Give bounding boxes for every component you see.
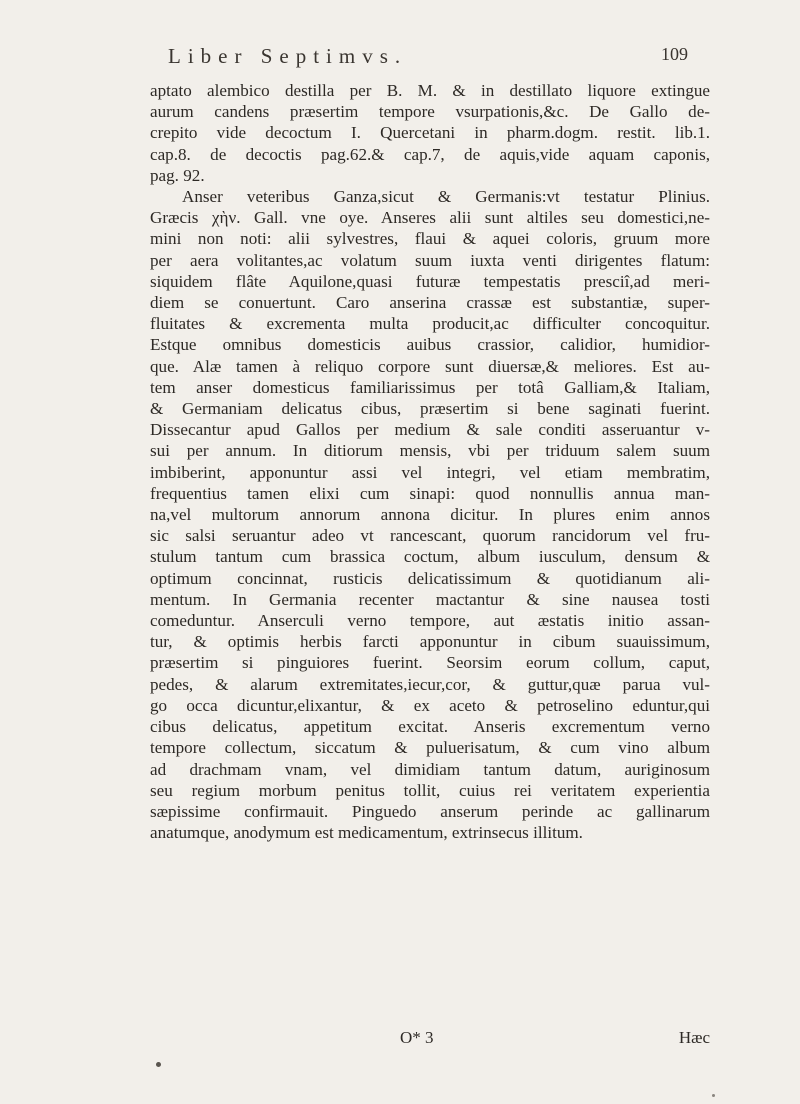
- text-line: tem anser domesticus familiarissimus per totâ Galliam,& Italiam,: [150, 377, 710, 397]
- text-line: sui per annum. In ditiorum mensis, vbi per triduum salem suum: [150, 441, 710, 461]
- ink-spot: [156, 1062, 161, 1067]
- text-line: que. Alæ tamen à reliquo corpore sunt diuersæ,& meliores. Est au-: [150, 356, 710, 376]
- text-line: go occa dicuntur,elixantur, & ex aceto & petroselino eduntur,qui: [150, 695, 710, 715]
- text-line: Anser veteribus Ganza,sicut & Germanis:vt testatur Plinius.: [182, 187, 710, 207]
- text-line: ad drachmam vnam, vel dimidiam tantum datum, auriginosum: [150, 759, 710, 779]
- text-line: Estque omnibus domesticis auibus crassior, calidior, humidior-: [150, 335, 710, 355]
- text-line: anatumque, anodymum est medicamentum, extrinsecus illitum.: [150, 823, 583, 843]
- text-line: sic salsi seruantur adeo vt rancescant, quorum rancidorum vel fru-: [150, 526, 710, 546]
- text-line: optimum concinnat, rusticis delicatissimum & quotidianum ali-: [150, 568, 710, 588]
- page-footer: [150, 1028, 710, 1052]
- text-line: fluitates & excrementa multa producit,ac difficulter concoquitur.: [150, 314, 710, 334]
- ink-spot: [712, 1094, 715, 1097]
- text-line: siquidem flâte Aquilone,quasi futuræ tempestatis presciî,ad meri-: [150, 271, 710, 291]
- text-line: aurum candens præsertim tempore vsurpationis,&c. De Gallo de-: [150, 102, 710, 122]
- text-line: aptato alembico destilla per B. M. & in destillato liquore extingue: [150, 81, 710, 100]
- text-line: præsertim si pinguiores fuerint. Seorsim eorum collum, caput,: [150, 653, 710, 673]
- text-line: comeduntur. Anserculi verno tempore, aut æstatis initio assan-: [150, 611, 710, 631]
- running-header: [168, 44, 688, 70]
- text-line: imbiberint, apponuntur assi vel integri, vel etiam membratim,: [150, 462, 710, 482]
- text-line: & Germaniam delicatus cibus, præsertim si bene saginati fuerint.: [150, 399, 710, 419]
- text-line: cap.8. de decoctis pag.62.& cap.7, de aquis,vide aquam caponis,: [150, 144, 710, 164]
- text-line: seu regium morbum penitus tollit, cuius rei veritatem experientia: [150, 780, 710, 800]
- text-line: cibus delicatus, appetitum excitat. Anseris excrementum verno: [150, 717, 710, 737]
- catchword: Hæc: [678, 1028, 710, 1047]
- text-line: sæpissime confirmauit. Pinguedo anserum perinde ac gallinarum: [150, 801, 710, 821]
- text-line: mentum. In Germania recenter mactantur & sine nausea tosti: [150, 589, 710, 609]
- text-line: tur, & optimis herbis farcti apponuntur in cibum suauissimum,: [150, 632, 710, 652]
- text-line: crepito vide decoctum I. Quercetani in pharm.dogm. restit. lib.1.: [150, 123, 710, 143]
- text-line: Dissecantur apud Gallos per medium & sale conditi asseruantur v-: [150, 420, 710, 440]
- text-line: per aera volitantes,ac volatum suum iuxta venti dirigentes flatum:: [150, 250, 710, 270]
- body-text: [150, 80, 710, 843]
- text-line: Græcis χὴν. Gall. vne oye. Anseres alii sunt altiles seu domestici,ne-: [150, 208, 710, 228]
- text-line: stulum tantum cum brassica coctum, album iusculum, densum &: [150, 547, 710, 567]
- text-line: tempore collectum, siccatum & puluerisatum, & cum vino album: [150, 738, 710, 758]
- running-title: Liber Septimvs.: [168, 44, 408, 68]
- text-line: pag. 92.: [150, 165, 205, 185]
- text-line: diem se conuertunt. Caro anserina crassæ est substantiæ, super-: [150, 293, 710, 313]
- text-line: pedes, & alarum extremitates,iecur,cor, & guttur,quæ parua vul-: [150, 674, 710, 694]
- signature-mark: O* 3: [400, 1028, 434, 1047]
- text-line: na,vel multorum annorum annona dicitur. In plures enim annos: [150, 505, 710, 525]
- page-number: 109: [661, 44, 688, 64]
- text-line: mini non noti: alii sylvestres, flaui & aquei coloris, gruum more: [150, 229, 710, 249]
- text-line: frequentius tamen elixi cum sinapi: quod nonnullis annua man-: [150, 483, 710, 503]
